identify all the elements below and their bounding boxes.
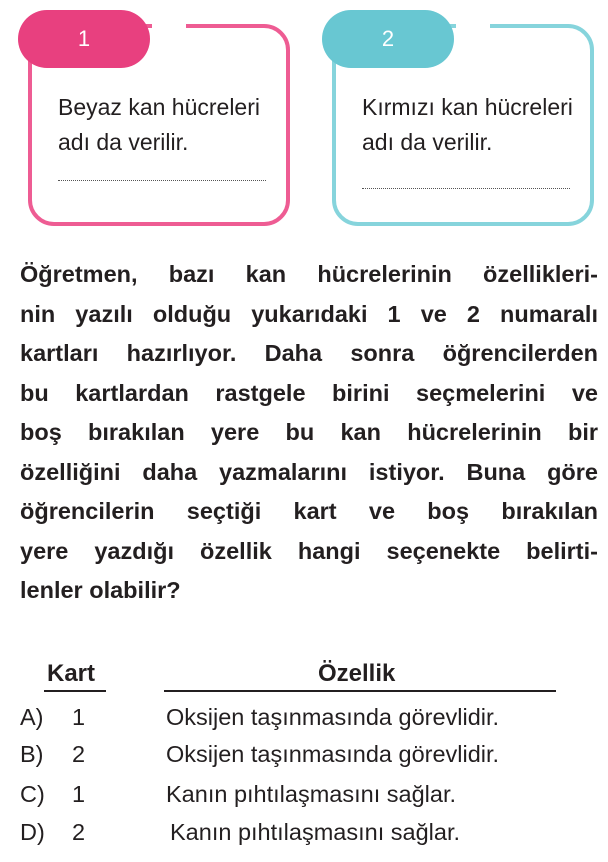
card-text: Beyaz kan hücreleri adı da verilir. — [58, 94, 260, 155]
option-ozellik: Kanın pıhtılaşmasını sağlar. — [166, 781, 456, 807]
question-line: bu kartlardan rastgele birini seçmelerini ve — [20, 379, 598, 406]
card-number-badge: 2 — [322, 10, 454, 68]
question-text — [20, 255, 598, 611]
table-header-ozellik: Özellik — [318, 660, 396, 687]
card-border-gap — [456, 22, 490, 32]
option-kart: 1 — [72, 704, 86, 730]
blank-dotted-line — [362, 188, 570, 189]
answer-option-c[interactable] — [0, 781, 608, 819]
header-underline — [164, 690, 556, 692]
option-letter: D) — [20, 819, 45, 845]
question-line: yere yazdığı özellik hangi seçenekte belirti- — [20, 537, 598, 564]
option-letter: A) — [20, 704, 44, 730]
question-line: kartları hazırlıyor. Daha sonra öğrencilerden — [20, 340, 598, 366]
card-1 — [28, 24, 290, 226]
option-kart: 2 — [72, 819, 86, 845]
question-line: öğrencilerin seçtiği kart ve boş bırakılan — [20, 498, 598, 524]
card-number-badge: 1 — [18, 10, 150, 68]
question-line: nin yazılı olduğu yukarıdaki 1 ve 2 numaralı — [20, 300, 598, 327]
question-line: boş bırakılan yere bu kan hücrelerinin bir — [20, 419, 598, 445]
table-header-kart: Kart — [47, 660, 96, 687]
option-letter: C) — [20, 781, 45, 807]
card-text: Kırmızı kan hücreleri adı da verilir. — [362, 94, 573, 155]
option-kart: 2 — [72, 741, 86, 767]
card-border-gap — [152, 22, 186, 32]
option-kart: 1 — [72, 781, 86, 807]
answer-option-a[interactable] — [0, 704, 608, 742]
option-ozellik: Kanın pıhtılaşmasını sağlar. — [170, 819, 460, 845]
question-line: Öğretmen, bazı kan hücrelerinin özellikleri- — [20, 261, 598, 287]
question-line: özelliğini daha yazmalarını istiyor. Buna göre — [20, 458, 598, 485]
header-underline — [44, 690, 106, 692]
card-2 — [332, 24, 594, 226]
option-ozellik: Oksijen taşınmasında görevlidir. — [166, 741, 500, 767]
blank-dotted-line — [58, 180, 266, 181]
option-letter: B) — [20, 741, 44, 767]
answer-option-d[interactable] — [0, 819, 608, 857]
option-ozellik: Oksijen taşınmasında görevlidir. — [166, 704, 500, 730]
question-line: lenler olabilir? — [20, 577, 181, 603]
answer-option-b[interactable] — [0, 741, 608, 779]
